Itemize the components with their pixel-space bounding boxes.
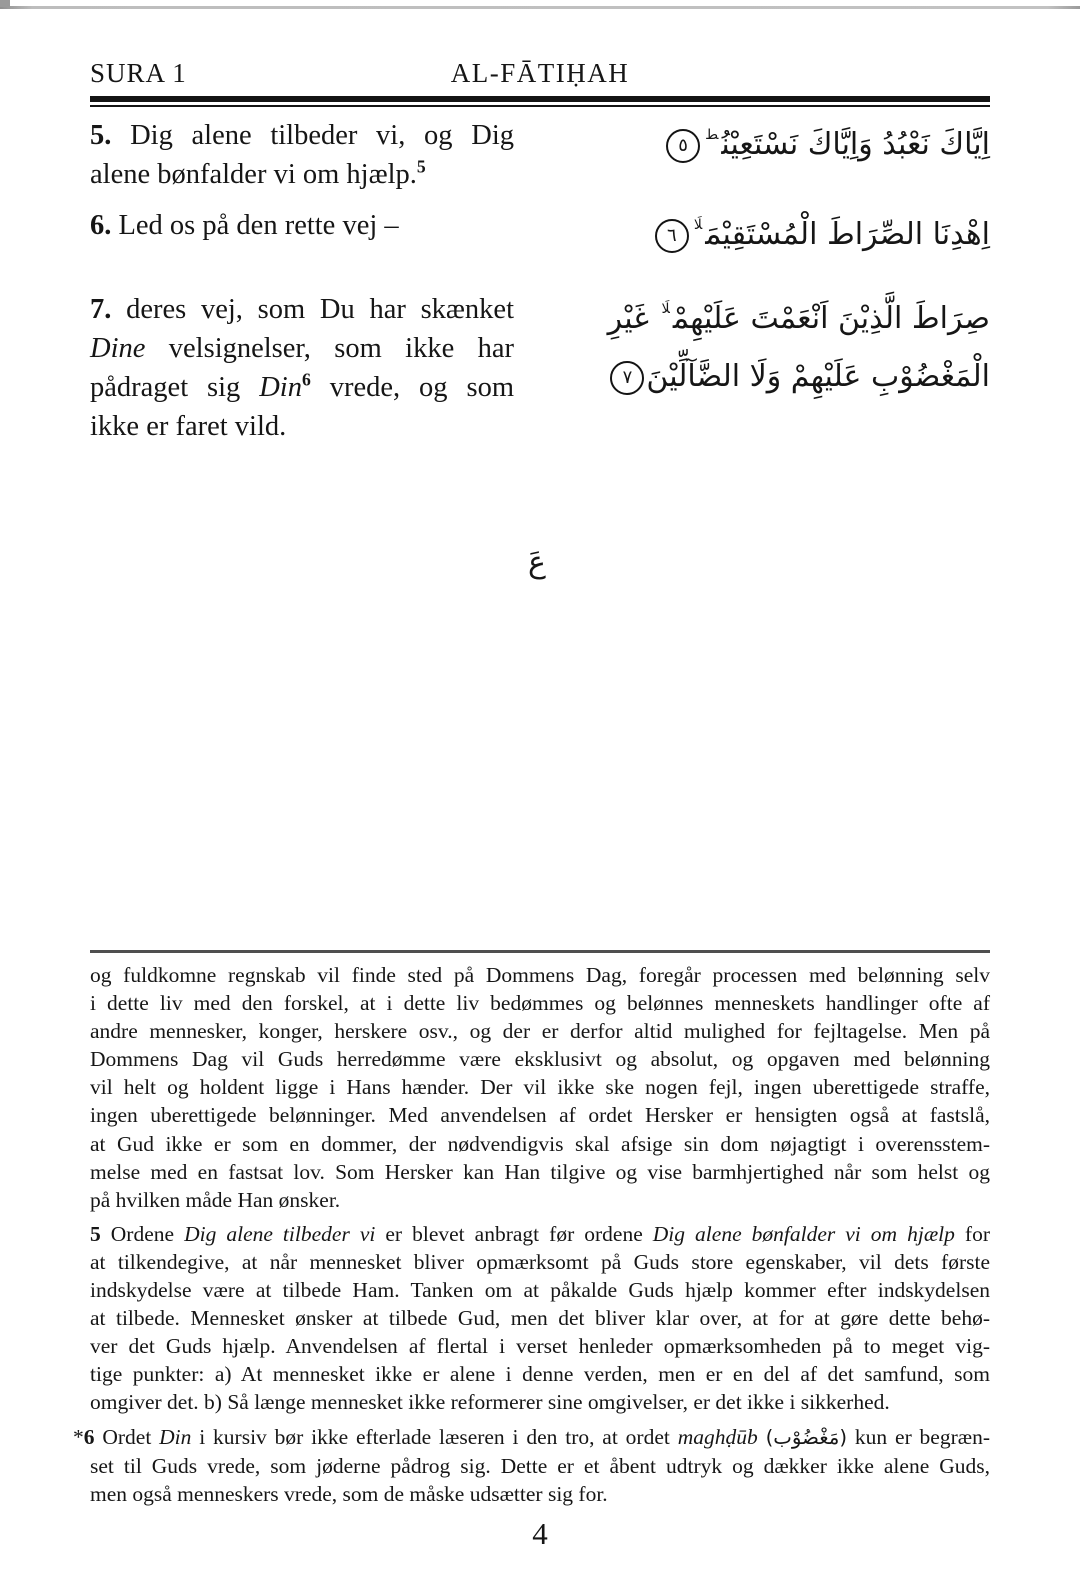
text-run: Dine (90, 333, 146, 364)
footnote-line (90, 1220, 990, 1248)
verse-arabic-line (514, 206, 990, 264)
verse-arabic-line (514, 290, 990, 348)
page-title: AL-FĀTIḤAH (450, 58, 630, 88)
text-run: Led os på den rette vej – (111, 210, 399, 241)
footnote-line (90, 1452, 990, 1480)
verse-danish-line (90, 407, 514, 446)
waqf-mark: لَا (661, 301, 670, 317)
footnote-line (90, 1332, 990, 1360)
text-run: 5 (416, 156, 426, 177)
verse-danish-text (90, 206, 514, 264)
footnote-line (90, 989, 990, 1017)
text-run: Din (159, 1424, 192, 1449)
text-run: på hvilken måde Han ønsker. (90, 1187, 341, 1212)
text-run: velsignelser, som ikke har (145, 333, 514, 364)
text-run: Dig alene tilbeder vi, og Dig (111, 120, 514, 151)
text-run (758, 1425, 766, 1449)
text-run: indskydelse være at tilbede Ham. Tanken om at påkalde Guds hjælp kommer efter indskydelsen (90, 1278, 990, 1303)
text-run: i kursiv bør ikke efterlade læseren i den tro, at ordet (191, 1424, 678, 1449)
footnote-line (73, 1423, 990, 1452)
arabic-verse-words: اِيَّاكَ نَعْبُدُ وَاِيَّاكَ نَسْتَعِيْنُ (721, 127, 990, 162)
text-run: men også menneskers vrede, som de måske udsætter sig for. (90, 1481, 608, 1506)
waqf-mark: ط (705, 127, 719, 143)
ayah-number-marker: ٥ (666, 129, 700, 163)
arabic-verse-words: اِهْدِنَا الصِّرَاطَ الْمُسْتَقِيْمَ (705, 217, 990, 252)
footnote-line (90, 1130, 990, 1158)
footnote-line (90, 1017, 990, 1045)
verse-arabic-line (514, 116, 990, 174)
footnotes-section (73, 961, 991, 1508)
text-run: 6 (301, 369, 311, 390)
text-run: Dommens Dag vil Guds herredømme være eksklusivt og absolut, og opgaven med belønning (90, 1047, 990, 1072)
verse-danish-line (90, 116, 514, 155)
verse-danish-line (90, 368, 514, 407)
text-run: ver det Guds hjælp. Anvendelsen af flertal i verset henleder opmærksomheden på to meget vig- (90, 1334, 990, 1359)
text-run: ikke er faret vild. (90, 411, 287, 442)
text-run: vil helt og holdent ligge i Hans hænder. Der vil ikke ske nogen fejl, ingen uberettigede straffe, (90, 1075, 990, 1100)
verse-row-7 (90, 290, 990, 580)
text-run: set til Guds vrede, som jøderne pådrog sig. Dette er et åbent udtryk og dækker ikke alene Guds, (90, 1453, 990, 1478)
text-run: pådraget sig (90, 372, 260, 403)
arabic-inline-word: (مَغْضُوْب) (765, 1425, 848, 1449)
text-run: tige punkter: a) At mennesket ikke er alene i denne verden, men er en del af det samfund, som (90, 1362, 990, 1387)
ayah-number-marker: ٧ (610, 361, 644, 395)
text-run: at tilkendegive, at når mennesket bliver opmærksomt på Guds store egenskaber, vil dets første (90, 1249, 990, 1274)
text-run: 5 (90, 1221, 111, 1246)
text-run: melse med en fastsat lov. Som Hersker kan Han tilgive og vise barmhjertighed når som helst og (90, 1159, 990, 1184)
footnote-line (90, 961, 990, 989)
text-run: Din (259, 372, 302, 403)
text-run: Ordet (102, 1424, 160, 1449)
verse-arabic-line (514, 348, 990, 406)
text-run: er blevet anbragt før ordene (375, 1221, 653, 1246)
verse-danish-line (90, 206, 514, 245)
verse-danish-text (90, 290, 514, 446)
header-rule-thin (90, 105, 990, 107)
text-run: Dig alene tilbeder vi (184, 1221, 376, 1246)
verse-row-6 (90, 206, 990, 264)
text-run: Ordene (110, 1221, 185, 1246)
text-run: andre mennesker, konger, herskere osv., og der er derfor altid mulighed for fejltagelse. Men på (90, 1019, 990, 1044)
footnote-line (90, 1304, 990, 1332)
footnote-line (90, 1276, 990, 1304)
text-run: at tilbede. Mennesket ønsker at tilbede Gud, men det bliver klar over, at for at gøre dette behø- (90, 1306, 990, 1331)
footnote-paragraph-continuation (90, 961, 990, 1214)
footnote-line (90, 1073, 990, 1101)
text-run: 5. (90, 120, 112, 151)
text-run: ingen uberettigede belønninger. Med anvendelsen af ordet Hersker er hensigten også at fastslå, (90, 1103, 990, 1128)
scan-edge-top (0, 6, 1080, 9)
footnote-line (90, 1158, 990, 1186)
sura-label: SURA 1 (90, 58, 187, 88)
text-run: at Gud ikke er som en dommer, der nødvendigvis skal afsige sin dom nøjagtigt i overensstem- (90, 1131, 990, 1156)
verse-danish-line (90, 155, 514, 194)
verse-danish-line (90, 290, 514, 329)
footnote-line (90, 1360, 990, 1388)
text-run: Dig alene bønfalder vi om hjælp (652, 1221, 955, 1246)
footnote-paragraph-5 (90, 1220, 990, 1417)
text-run: 6. (90, 210, 112, 241)
verse-arabic-text (514, 206, 990, 264)
verse-danish-line (90, 329, 514, 368)
verse-arabic-text (514, 116, 990, 194)
text-run: maghḍūb (677, 1424, 758, 1449)
scan-edge-corner (0, 0, 10, 7)
text-run: 6 (83, 1424, 103, 1449)
footnote-line (90, 1480, 990, 1508)
text-run: for (954, 1221, 990, 1246)
text-run: * (73, 1424, 84, 1449)
running-header (90, 58, 990, 92)
text-run: alene bønfalder vi om hjælp. (90, 159, 417, 190)
footnote-line (90, 1248, 990, 1276)
ayah-number-marker: ٦ (655, 219, 689, 253)
footnote-separator (90, 950, 990, 953)
text-run: kun er begræn- (847, 1424, 991, 1449)
text-run: deres vej, som Du har skænket (111, 294, 514, 325)
arabic-verse-words: الْمَغْضُوْبِ عَلَيْهِمْ وَلَا الضَّآلِّيْنَ (646, 359, 990, 394)
arabic-verse-words: صِرَاطَ الَّذِيْنَ اَنْعَمْتَ عَلَيْهِمْ (672, 301, 990, 336)
header-rule (90, 96, 990, 107)
page-number: 4 (532, 1516, 548, 1551)
ruku-mark: عَ (528, 545, 546, 580)
text-run: omgiver det. b) Så længe mennesket ikke reformerer sine omgivelser, er det ikke i sikkerhed. (90, 1390, 890, 1415)
arabic-verse-words: غَيْرِ (607, 301, 659, 336)
text-run: og fuldkomne regnskab vil finde sted på Dommens Dag, foregår processen med belønning selv (90, 963, 990, 987)
waqf-mark: لَا (693, 217, 703, 233)
verse-row-5 (90, 116, 990, 194)
footnote-paragraph-6 (73, 1423, 991, 1508)
footnote-line (90, 1388, 990, 1416)
verse-arabic-text (514, 290, 990, 446)
footnote-line (90, 1186, 990, 1214)
verses-section (90, 116, 990, 580)
text-run: vrede, og som (310, 372, 514, 403)
text-run: i dette liv med den forskel, at i dette liv bedømmes og belønnes menneskets handlinger ofte af (90, 991, 990, 1016)
text-run: 7. (90, 294, 112, 325)
footnote-line (90, 1045, 990, 1073)
verse-danish-text (90, 116, 514, 194)
footnote-line (90, 1101, 990, 1129)
